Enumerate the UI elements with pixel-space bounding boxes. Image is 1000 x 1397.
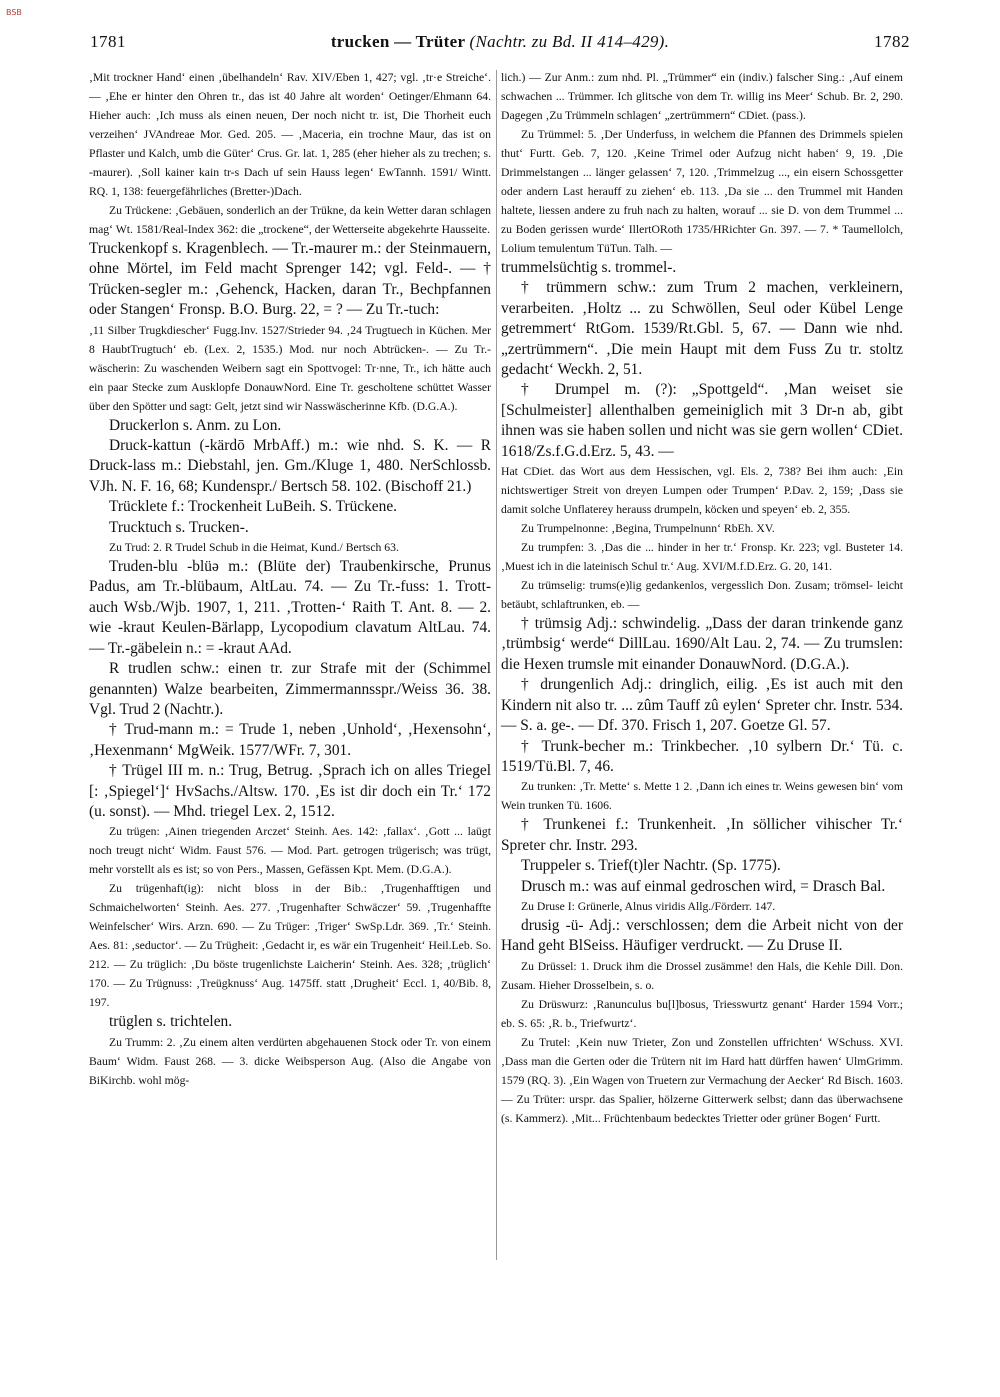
dictionary-entry: Truden-blu -blüə m.: (Blüte der) Traubenkirsche, Prunus Padus, am Tr.-blübaum, AltLau. 74. — Zu Tr.-fuss: 1. Trott- auch Wsb./Wjb. 1907, 1, 211. ‚Trotten-‘ Raith T. Ant. 8. — 2. wie -kraut Keulen-Bärlapp, Lycopodium clavatum AltLau. 74. — Tr.-gäbelein n.: = -kraut AAd. (89, 558, 491, 657)
dictionary-entry: Zu trümselig: trums(e)lig gedankenlos, vergesslich Don. Zusam; trömsel- leicht betäubt, schlaftrunken, eb. — (501, 579, 903, 612)
dictionary-entry: Zu trunken: ‚Tr. Mette‘ s. Mette 1 2. ‚Dann ich eines tr. Weins gewesen bin‘ vom Wein trunken Tü. 1606. (501, 780, 903, 813)
dictionary-entry: Zu Drüswurz: ‚Ranunculus bu[l]bosus, Triesswurtz genant‘ Harder 1594 Vorr.; eb. S. 65: ‚R. b., Triefwurtz‘. (501, 997, 903, 1030)
running-title-note: (Nachtr. zu Bd. II 414–429). (469, 32, 670, 51)
dictionary-entry: † trümsig Adj.: schwindelig. „Dass der daran trinkende ganz ‚trümbsig‘ werde“ DillLau. 1690/Alt Lau. 2, 74. — Zu trumslen: die Hexen trumsle mit einander DonauwNord. (D.G.A.). (501, 615, 903, 673)
dictionary-entry: Trucktuch s. Trucken-. (109, 518, 249, 536)
dictionary-entry: Trücklete f.: Trockenheit LuBeih. S. Trückene. (109, 498, 397, 516)
dictionary-entry: R trudlen schw.: einen tr. zur Strafe mit der (Schimmel genannten) Walze bearbeiten, Zimmermannsspr./Weiss 36. 38. Vgl. Trud 2 (Nachtr.). (89, 660, 491, 718)
dictionary-entry: ‚11 Silber Trugkdiescher‘ Fugg.Inv. 1527/Strieder 94. ‚24 Trugtuech in Küchen. Mer 8 HaubtTrugtuch‘ eb. (Lex. 2, 1535.) Mod. nur noch Abtrücken-. — Zu Tr.-wäscherin: Zu waschenden Weibern sagt ein Spottvogel: Tr·nne, Tr., ich hätte auch ein paar Stecke zum Ausklopfe DonauwNord. Eine Tr. gescholtene schüttet Wasser über den Spötter und sagt: Gelt, jetzt sind wir Nasswäscherinne Kfb. (D.G.A.). (89, 323, 491, 413)
right-column (501, 68, 903, 1128)
dictionary-entry: Hat CDiet. das Wort aus dem Hessischen, vgl. Els. 2, 738? Bei ihm auch: ‚Ein nichtswertiger Streit von dreyen Lumpen oder Trumpen‘ P.Dav. 2, 159; ‚Dass sie damit solche Unflaterey herauss drumpeln, köcken und speyen‘ eb. 2, 355. (501, 465, 903, 517)
dictionary-entry: Zu Drüssel: 1. Druck ihm die Drossel zusämme! den Hals, die Kehle Dill. Don. Zusam. Hieher Drosselbein, s. o. (501, 959, 903, 992)
dictionary-entry: Drusch m.: was auf einmal gedroschen wird, = Drasch Bal. (521, 877, 886, 895)
dictionary-entry: Zu Trümmel: 5. ‚Der Underfuss, in welchem die Pfannen des Drimmels spielen thut‘ Furtt. Geb. 7, 120. ‚Keine Trimel oder Aufzug nicht haben‘ 9, 19. ‚Die Drimmelstangen ... länger gelassen‘ 7, 120. ‚Trimmelzug ..., ein eisern Schossgetter oder andern Last herauff zu ziehen‘ eb. 113. ‚Da sie ... den Trummel mit Handen haltete, liessen andere zu fruh nach zu halten, worauf ... sie D. von dem Trummel ... zu Boden gerissen wurde‘ IllertORoth 1735/HRichter Gn. 397. — 7. * Taumellolch, Lolium temulentum TüTun. Talh. — (501, 128, 903, 255)
dictionary-entry: Zu Trud: 2. R Trudel Schub in die Heimat, Kund./ Bertsch 63. (109, 541, 399, 555)
dictionary-entry: Zu Trutel: ‚Kein nuw Trieter, Zon und Zonstellen uffrichten‘ WSchuss. XVI. ‚Dass man die Gerten oder die Trütern nit im Hard hatt dürffen hawen‘ UlmGrimm. 1579 (RQ. 3). ‚Ein Wagen von Truetern zur Vermachung der Aecker‘ Rd Bisch. 1603. — Zu Trüter: urspr. das Spalier, hölzerne Gitterwerk selbst; dann das überwachsene (s. Kammerz). ‚Mit... Früchtenbaum bedecktes Trietter oder grüner Bogen‘ Furtt. (501, 1035, 903, 1125)
dictionary-entry: Truppeler s. Trief(t)ler Nachtr. (Sp. 1775). (521, 857, 781, 875)
dictionary-entry: Druckerlon s. Anm. zu Lon. (109, 416, 282, 434)
running-title-lemmas: trucken — Trüter (330, 32, 466, 51)
dictionary-entry: Druck-kattun (-kärdō MrbAff.) m.: wie nhd. S. K. — R Druck-lass m.: Diebstahl, jen. Gm./Kluge 1, 480. NerSchlossb. VJh. N. F. 16, 68; Kundenspr./ Bertsch 58. 102. (Bischoff 21.) (89, 437, 491, 495)
dictionary-entry: † Trud-mann m.: = Trude 1, neben ‚Unhold‘, ‚Hexensohn‘, ‚Hexenmann‘ MgWeik. 1577/WFr. 7, 301. (89, 721, 491, 759)
dictionary-entry: trüglen s. trichtelen. (109, 1013, 233, 1031)
dictionary-entry: Zu trumpfen: 3. ‚Das die ... hinder in her tr.‘ Fronsp. Kr. 223; vgl. Busteter 14. ‚Muest ich in die lateinisch Schul tr.‘ Aug. XVI/M.f.D.Erz. G. 20, 141. (501, 541, 903, 574)
page-number-right: 1782 (874, 32, 910, 51)
dictionary-entry: lich.) — Zur Anm.: zum nhd. Pl. „Trümmer“ ein (indiv.) falscher Sing.: ‚Auf einem schwachen ... Trümmer. Ich glitsche von dem Tr. willig ins Meer‘ Schub. Br. 2, 290. Dagegen ‚Zu Trümmeln schlagen‘ „zertrümmern“ CDiet. (pass.). (501, 71, 903, 122)
dictionary-entry: † trümmern schw.: zum Trum 2 machen, verkleinern, verarbeiten. ‚Holtz ... zu Schwöllen, Seul oder Kübel Lenge getremmert‘ RtGom. 1539/Rt.Gbl. 5, 67. — Dann wie nhd. „zertrümmern“. ‚Die mein Haupt mit dem Fuss Zu tr. stoltz gedacht‘ Weckh. 2, 51. (501, 279, 903, 379)
dictionary-entry: Zu trügenhaft(ig): nicht bloss in der Bib.: ‚Trugenhafftigen und Schmaichelworten‘ Steinh. Aes. 277. ‚Trugenhafter Schwäczer‘ 59. ‚Trugenhaffte Weinfelscher‘ Wirs. Arzn. 690. — Zu Trüger: ‚Triger‘ SwSp.Ldr. 369. ‚Tr.‘ Steinh. Aes. 81: ‚seductor‘. — Zu Trügheit: ‚Gedacht ir, es wär ein Trugenheit‘ Heil.Leb. So. 212. — Zu trüglich: ‚Du böste trugenlichste Laicherin‘ Steinh. Aes. 328; ‚trüglich‘ 170. — Zu Trügnuss: ‚Treügknuss‘ Aug. 1475ff. statt ‚Drugheit‘ Eccl. 1, 40/Bib. 8, 197. (89, 882, 491, 1010)
dictionary-entry: † drungenlich Adj.: dringlich, eilig. ‚Es ist auch mit den Kindern nit also tr. ... zûm Tauff zû eylen‘ Spreter chr. Instr. 534. — S. a. ge-. — Df. 370. Frisch 1, 207. Goetze Gl. 57. (501, 676, 903, 735)
dictionary-entry: Zu Druse I: Grünerle, Alnus viridis Allg./Förderr. 147. (521, 899, 776, 913)
dictionary-entry: drusig -ü- Adj.: verschlossen; dem die Arbeit nicht von der Hand geht BlSeiss. Häufiger verdruckt. — Zu Druse II. (501, 916, 903, 955)
running-title (90, 32, 910, 52)
page-number-left: 1781 (90, 32, 126, 51)
column-divider (496, 70, 497, 1260)
dictionary-entry: trummelsüchtig s. trommel-. (501, 259, 677, 276)
dictionary-entry: Truckenkopf s. Kragenblech. — Tr.-maurer m.: der Steinmauern, ohne Mörtel, im Feld macht Sprenger 142; vgl. Feld-. — † Trücken-segler m.: ‚Gehenck, Hacken, daran Tr., Bechpfannen oder Stangen‘ Fronsp. B.O. Burg. 22, = ? — Zu Tr.-tuch: (89, 240, 491, 319)
dictionary-entry: † Trunk-becher m.: Trinkbecher. ‚10 sylbern Dr.‘ Tü. c. 1519/Tü.Bl. 7, 46. (501, 737, 903, 775)
page-header (90, 32, 910, 62)
dictionary-entry: Zu Trumpelnonne: ‚Begina, Trumpelnunn‘ RbEh. XV. (521, 522, 775, 536)
library-watermark: BSB (6, 8, 22, 17)
dictionary-entry: † Trunkenei f.: Trunkenheit. ‚In söllicher vihischer Tr.‘ Spreter chr. Instr. 293. (501, 816, 903, 854)
dictionary-entry: Zu Trumm: 2. ‚Zu einem alten verdürten abgehauenen Stock oder Tr. von einem Baum‘ Widm. Faust 268. — 3. dicke Weibsperson Aug. (Also die Angabe von BiKirchb. wohl mög- (89, 1035, 491, 1087)
dictionary-entry: Zu trügen: ‚Ainen triegenden Arczet‘ Steinh. Aes. 142: ‚fallax‘. ‚Gott ... laügt noch treugt nicht‘ Widm. Faust 576. — Mod. Part. getrogen trügerisch; was trügt, mehr vorstellt als es ist; so von Pers., Massen, Gefässen Kpt. Mem. (D.G.A.). (89, 825, 491, 877)
dictionary-entry: † Trügel III m. n.: Trug, Betrug. ‚Sprach ich on alles Triegel [: ‚Spiegel‘]‘ HvSachs./Altsw. 170. ‚Es ist dir doch ein Tr.‘ 172 (u. sonst). — Mhd. triegel Lex. 2, 1512. (89, 762, 491, 820)
dictionary-entry: † Drumpel m. (?): „Spottgeld“. ‚Man weiset sie [Schulmeister] allenthalben gemeiniglich mit 3 Dr-n ab, gibt ihnen was sie haben sollen und nicht was sie gern wollen‘ CDiet. 1618/Zs.f.G.d.Erz. 5, 43. — (501, 381, 903, 460)
dictionary-entry: ‚Mit trockner Hand‘ einen ‚übelhandeln‘ Rav. XIV/Eben 1, 427; vgl. ‚tr·e Streiche‘. — ‚Ehe er hinter den Ohren tr., das ist 40 Jahre alt worden‘ Oetinger/Ehmann 64. Hieher auch: ‚Ich muss als einen neuen, Der noch nicht tr. ist, Die Thorheit euch verzeihen‘ JVAndreae Mor. Ged. 205. — ‚Maceria, ein trochne Maur, das ist on Pflaster und Kalch, umb die Güter‘ Crus. Gr. lat. 1, 285 (eher hieher als zu trechen; s. -maurer). ‚Soll kainer kain tr-s Dach uf sein Hauss legen‘ EwTannh. 1591/ Wintt. RQ. 1, 138: feuergefährliches (Bretter-)Dach. (89, 71, 491, 198)
dictionary-entry: Zu Trückene: ‚Gebäuen, sonderlich an der Trükne, da kein Wetter daran schlagen mag‘ Wt. 1581/Real-Index 362: die „trockene“, der Wetterseite abgekehrte Hausseite. (89, 204, 491, 236)
left-column (89, 68, 491, 1090)
